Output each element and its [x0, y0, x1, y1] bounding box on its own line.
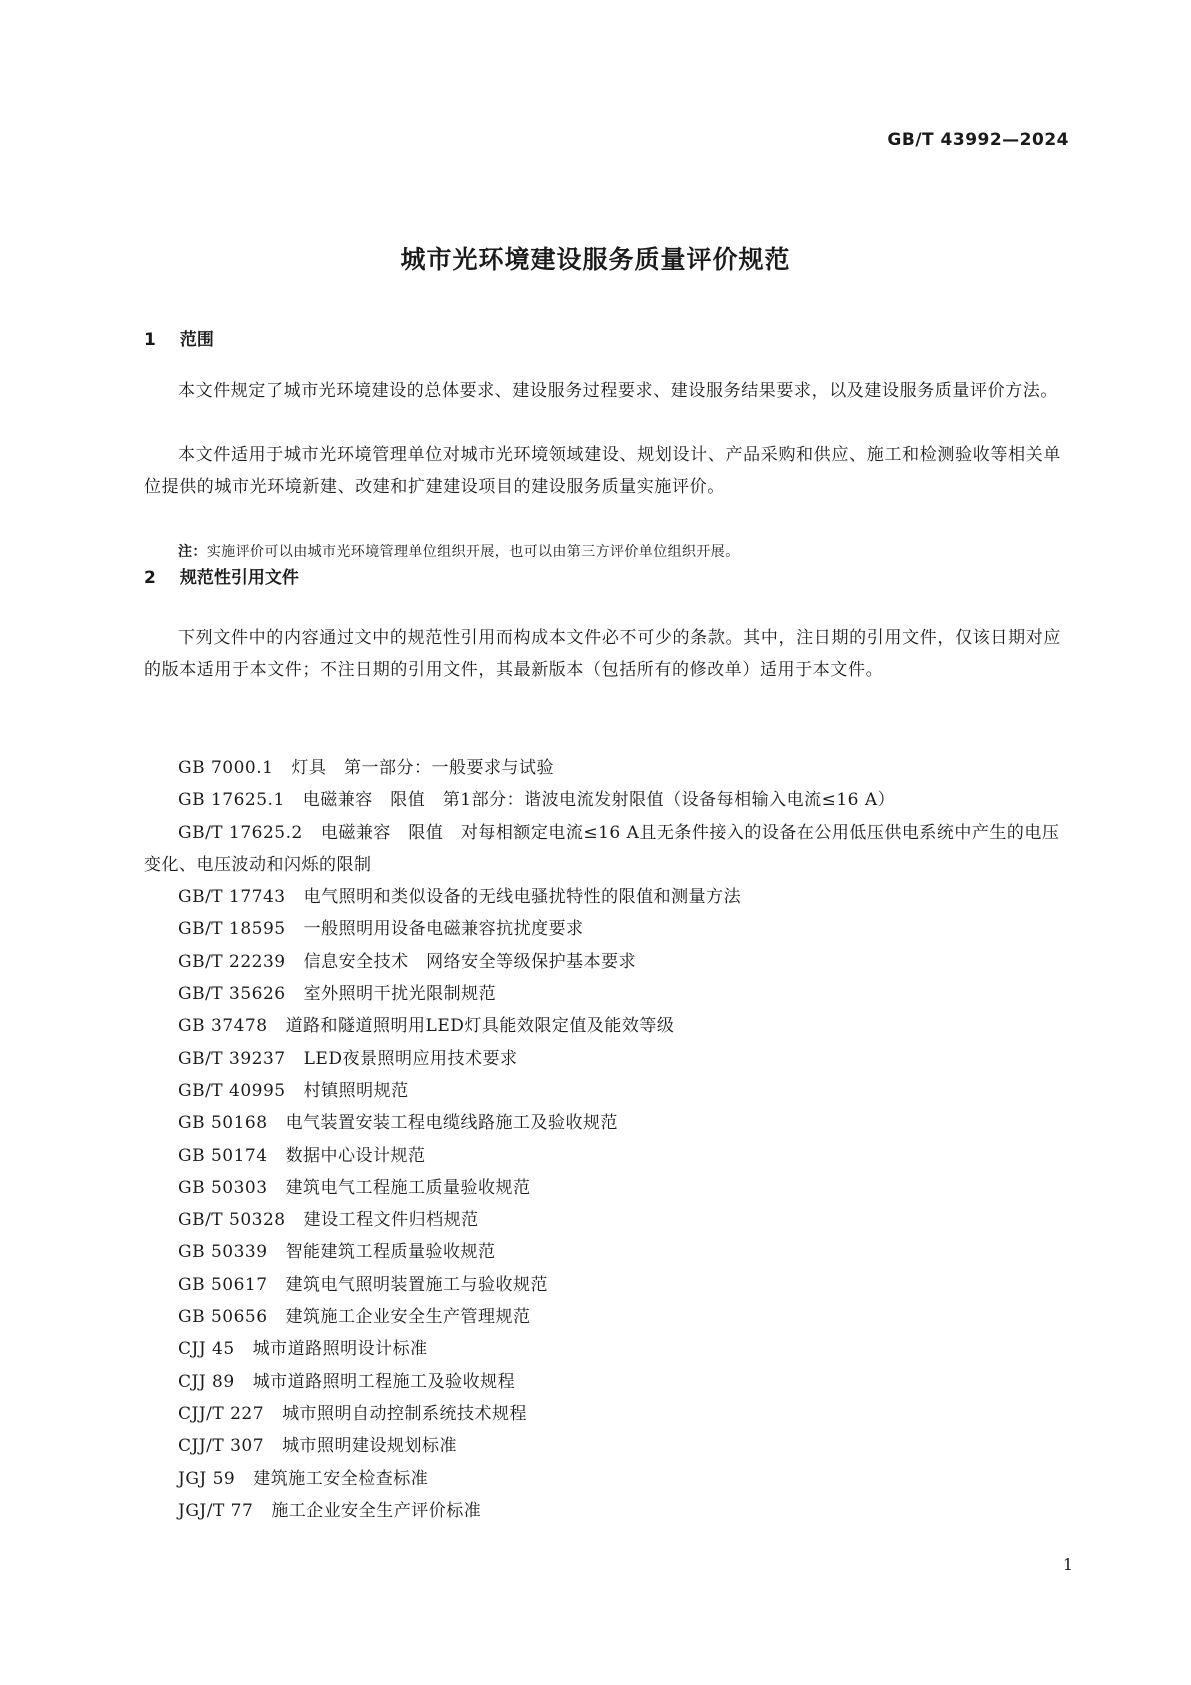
reference-item — [144, 1075, 1061, 1107]
reference-item — [144, 1172, 1061, 1204]
reference-code: GB/T 17625.2 — [178, 822, 303, 843]
reference-item — [144, 1236, 1061, 1268]
reference-item — [144, 1430, 1061, 1462]
reference-title: 城市道路照明设计标准 — [252, 1339, 428, 1360]
reference-code: JGJ/T 77 — [178, 1500, 254, 1521]
reference-title: 村镇照明规范 — [303, 1080, 409, 1101]
reference-item — [144, 1333, 1061, 1365]
reference-code: GB/T 40995 — [178, 1080, 286, 1101]
reference-code: GB 50656 — [178, 1307, 268, 1328]
reference-code: GB 50617 — [178, 1274, 268, 1295]
reference-item — [144, 1366, 1061, 1398]
reference-title: 建筑施工安全检查标准 — [253, 1468, 429, 1489]
section-2-number: 2 — [144, 568, 156, 588]
reference-item — [144, 1140, 1061, 1172]
section-1-title: 范围 — [179, 330, 214, 350]
reference-item — [144, 913, 1061, 945]
reference-title: 道路和隧道照明用LED灯具能效限定值及能效等级 — [285, 1016, 675, 1037]
reference-item — [144, 752, 1061, 784]
reference-code: CJJ/T 307 — [178, 1436, 265, 1457]
section-1-number: 1 — [144, 330, 156, 350]
reference-code: GB/T 35626 — [178, 984, 286, 1005]
reference-item — [144, 1043, 1061, 1075]
section-1-heading — [144, 325, 214, 350]
reference-code: GB 50168 — [178, 1113, 268, 1134]
reference-code: GB/T 50328 — [178, 1210, 286, 1231]
reference-title: 建筑电气照明装置施工与验收规范 — [285, 1274, 549, 1295]
reference-title: 城市照明自动控制系统技术规程 — [282, 1403, 528, 1424]
reference-item — [144, 978, 1061, 1010]
document-title: 城市光环境建设服务质量评价规范 — [400, 245, 791, 274]
reference-code: GB 17625.1 — [178, 790, 285, 811]
reference-title: 信息安全技术 网络安全等级保护基本要求 — [303, 951, 637, 972]
reference-title: 电气照明和类似设备的无线电骚扰特性的限值和测量方法 — [303, 887, 742, 908]
reference-item — [144, 1010, 1061, 1042]
reference-title: LED夜景照明应用技术要求 — [303, 1048, 518, 1069]
reference-list — [144, 752, 1061, 1527]
reference-code: GB/T 22239 — [178, 951, 286, 972]
reference-item — [144, 946, 1061, 978]
reference-code: GB 37478 — [178, 1016, 268, 1037]
reference-title: 建筑电气工程施工质量验收规范 — [285, 1177, 531, 1198]
reference-item — [144, 1107, 1061, 1139]
reference-item — [144, 1463, 1061, 1495]
reference-title: 电磁兼容 限值 第1部分：谐波电流发射限值（设备每相输入电流≤16 A） — [302, 790, 896, 811]
section-1-paragraph-2: 本文件适用于城市光环境管理单位对城市光环境领域建设、规划设计、产品采购和供应、施工和检测验收等相关单位提供的城市光环境新建、改建和扩建建设项目的建设服务质量实施评价。 — [144, 445, 1061, 497]
scope-note — [178, 541, 740, 561]
reference-code: GB 7000.1 — [178, 758, 274, 778]
section-2-intro: 下列文件中的内容通过文中的规范性引用而构成本文件必不可少的条款。其中，注日期的引用文件，仅该日期对应的版本适用于本文件；不注日期的引用文件，其最新版本（包括所有的修改单）适用于本文件。 — [144, 628, 1061, 680]
reference-title: 电磁兼容 限值 对每相额定电流≤16 A且无条件接入的设备在公用低压供电系统中产生的电压变化、电压波动和闪烁的限制 — [144, 822, 1060, 875]
section-2-title: 规范性引用文件 — [179, 568, 299, 588]
reference-title: 室外照明干扰光限制规范 — [303, 984, 497, 1005]
reference-code: GB/T 18595 — [178, 919, 286, 940]
reference-title: 施工企业安全生产评价标准 — [271, 1500, 482, 1521]
reference-item — [144, 1301, 1061, 1333]
reference-title: 数据中心设计规范 — [285, 1145, 426, 1166]
note-label: 注： — [178, 544, 207, 560]
reference-item — [144, 784, 1061, 816]
note-text: 实施评价可以由城市光环境管理单位组织开展，也可以由第三方评价单位组织开展。 — [206, 544, 740, 560]
reference-title: 灯具 第一部分：一般要求与试验 — [291, 758, 554, 778]
reference-item — [144, 1204, 1061, 1236]
reference-title: 城市道路照明工程施工及验收规程 — [252, 1371, 516, 1392]
reference-title: 智能建筑工程质量验收规范 — [285, 1242, 496, 1263]
reference-code: CJJ/T 227 — [178, 1403, 265, 1424]
reference-code: GB/T 39237 — [178, 1048, 286, 1069]
reference-title: 城市照明建设规划标准 — [282, 1436, 458, 1457]
page-number: 1 — [1062, 1555, 1073, 1574]
section-2-heading — [144, 563, 299, 588]
reference-title: 建设工程文件归档规范 — [303, 1210, 479, 1231]
reference-code: GB 50303 — [178, 1177, 268, 1198]
reference-code: GB/T 17743 — [178, 887, 286, 908]
reference-item — [144, 817, 1061, 882]
reference-code: GB 50339 — [178, 1242, 268, 1263]
reference-title: 建筑施工企业安全生产管理规范 — [285, 1307, 531, 1328]
reference-code: CJJ 45 — [178, 1339, 235, 1360]
section-1-paragraph-1: 本文件规定了城市光环境建设的总体要求、建设服务过程要求、建设服务结果要求，以及建设服务质量评价方法。 — [178, 381, 1058, 401]
reference-item — [144, 1398, 1061, 1430]
reference-title: 一般照明用设备电磁兼容抗扰度要求 — [303, 919, 584, 940]
reference-item — [144, 1495, 1061, 1527]
reference-code: CJJ 89 — [178, 1371, 235, 1392]
standard-code: GB/T 43992—2024 — [887, 130, 1069, 150]
reference-item — [144, 1269, 1061, 1301]
reference-code: GB 50174 — [178, 1145, 268, 1166]
reference-title: 电气装置安装工程电缆线路施工及验收规范 — [285, 1113, 619, 1134]
reference-item — [144, 881, 1061, 913]
reference-code: JGJ 59 — [178, 1468, 236, 1489]
